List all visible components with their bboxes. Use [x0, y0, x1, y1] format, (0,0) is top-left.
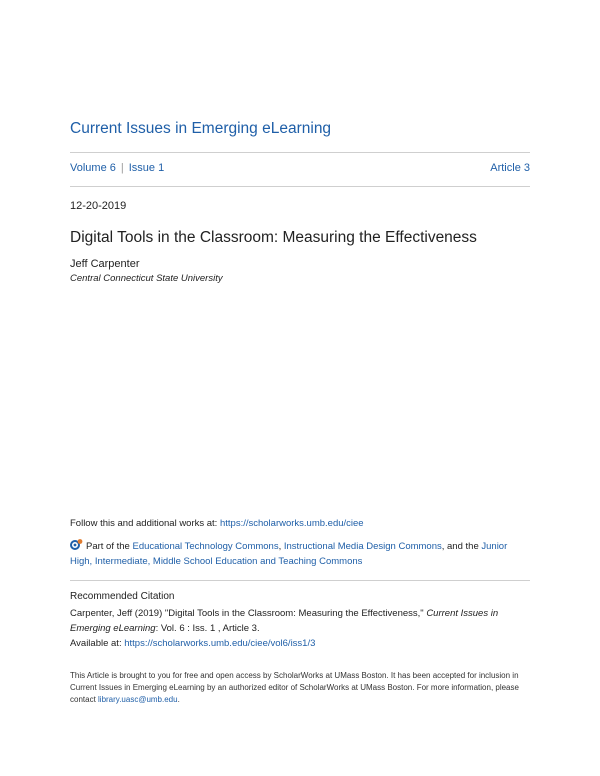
recommended-citation-heading: Recommended Citation [70, 591, 175, 602]
available-label: Available at: [70, 638, 125, 649]
publication-date: 12-20-2019 [70, 200, 127, 212]
contact-email-link[interactable]: library.uasc@umb.edu [98, 695, 178, 704]
author-name: Jeff Carpenter [70, 258, 140, 270]
citation-journal: Current Issues in Emerging eLearning [70, 608, 499, 634]
follow-text: Follow this and additional works at: [70, 518, 220, 529]
citation-body: Carpenter, Jeff (2019) "Digital Tools in the Classroom: Measuring the Effectiveness," [70, 608, 427, 619]
author-affiliation: Central Connecticut State University [70, 273, 223, 284]
instructional-media-design-commons-link[interactable]: Instructional Media Design Commons [283, 541, 442, 552]
divider [70, 186, 530, 187]
part-of-sep-1: , [278, 541, 284, 552]
part-of-sep-2: , and the [441, 541, 482, 552]
journal-title[interactable]: Current Issues in Emerging eLearning [70, 120, 332, 137]
part-of-prefix: Part of the [86, 541, 133, 552]
follow-line [70, 518, 364, 529]
repository-link[interactable]: https://scholarworks.umb.edu/ciee [219, 518, 364, 529]
issue-link[interactable]: Issue 1 [128, 162, 165, 174]
junior-high-commons-link[interactable]: Junior High, Intermediate, Middle School Education and Teaching Commons [70, 541, 508, 567]
cover-page [70, 0, 530, 776]
divider [70, 580, 530, 581]
footer-end: . [177, 695, 180, 704]
article-link[interactable]: Article 3 [490, 162, 530, 174]
citation-volume: : Vol. 6 : Iss. 1 , Article 3. [155, 623, 260, 634]
issue-bar [70, 162, 530, 174]
divider [70, 152, 530, 153]
commons-network-icon [70, 538, 84, 550]
educational-technology-commons-link[interactable]: Educational Technology Commons [132, 541, 279, 552]
separator: | [120, 162, 124, 174]
volume-link[interactable]: Volume 6 [70, 162, 116, 174]
article-title: Digital Tools in the Classroom: Measuring the Effectiveness [70, 229, 477, 246]
footer-text: This Article is brought to you for free and open access by ScholarWorks at UMass Boston. It has been accepted for inclusion in Current Issues in Emerging eLearning by an authorized editor of ScholarWorks at UMass Boston. For more information, please contact [70, 671, 519, 704]
citation-text [70, 606, 530, 651]
footer-notice [70, 670, 535, 706]
article-url-link[interactable]: https://scholarworks.umb.edu/ciee/vol6/iss1/3 [124, 638, 316, 649]
part-of-line [70, 538, 530, 569]
